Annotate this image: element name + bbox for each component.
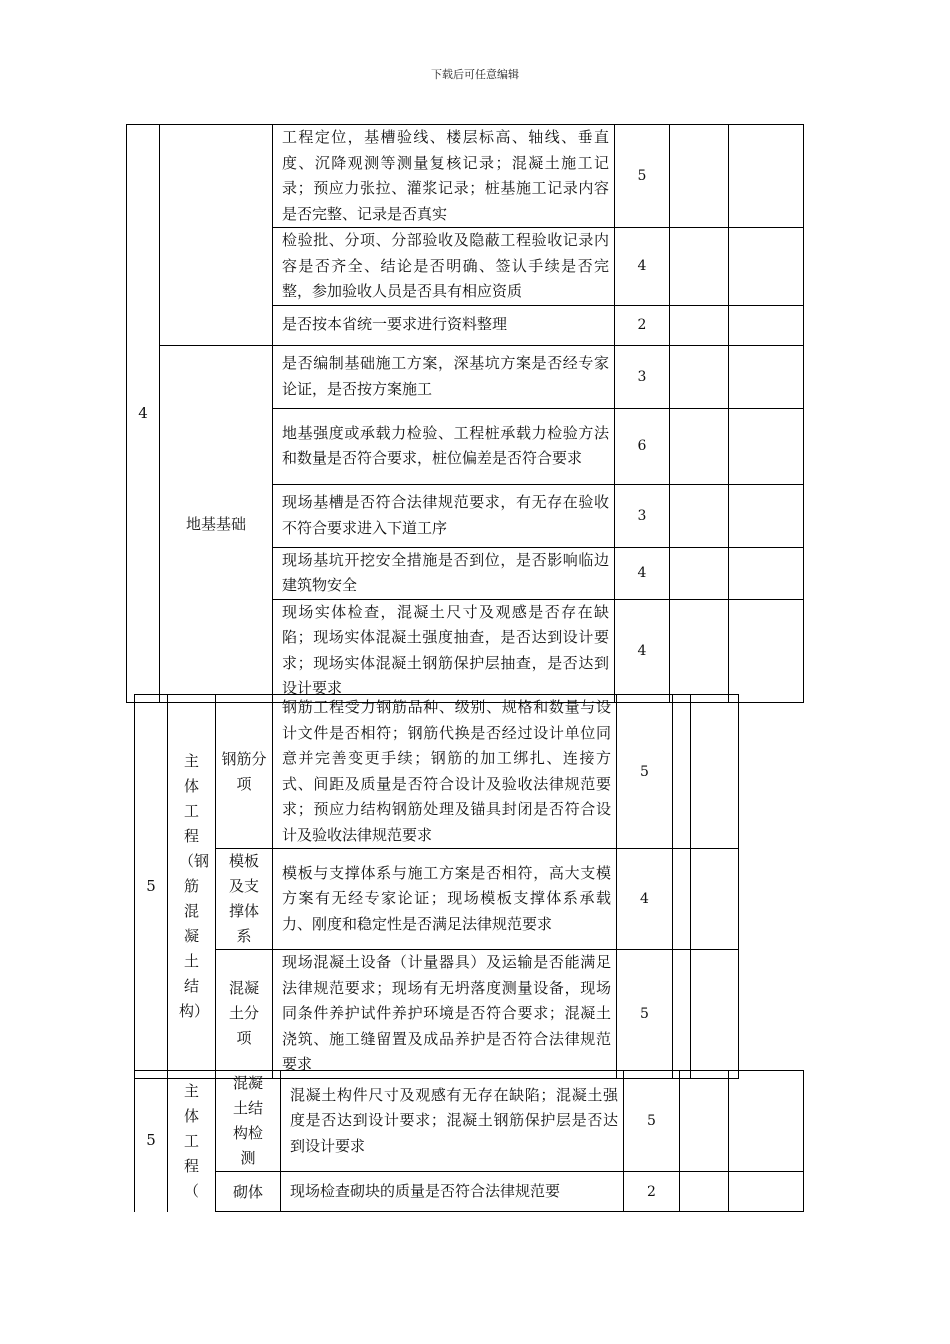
section5-table — [134, 694, 739, 1079]
score: 2 — [624, 1172, 680, 1212]
criteria-text: 现场基坑开挖安全措施是否到位，是否影响临边建筑物安全 — [273, 547, 615, 599]
blank-cell — [670, 599, 729, 702]
criteria-text: 现场基槽是否符合法律规范要求，有无存在验收不符合要求进入下道工序 — [273, 484, 615, 547]
criteria-text: 地基强度或承载力检验、工程桩承载力检验方法和数量是否符合要求，桩位偏差是否符合要求 — [273, 408, 615, 484]
sub-item: 砌体 — [216, 1172, 281, 1212]
blank-cell — [729, 345, 804, 408]
score: 4 — [617, 849, 673, 950]
score: 5 — [615, 125, 670, 228]
blank-cell — [729, 408, 804, 484]
blank-cell — [670, 408, 729, 484]
blank-cell — [680, 1172, 729, 1212]
table-row — [127, 345, 804, 408]
score: 3 — [615, 484, 670, 547]
table-row — [135, 695, 739, 849]
score: 5 — [624, 1071, 680, 1172]
item-number: 5 — [135, 695, 168, 1079]
category-name: 主体工程（ — [168, 1071, 216, 1212]
criteria-text: 混凝土构件尺寸及观感有无存在缺陷；混凝土强度是否达到设计要求；混凝土钢筋保护层是否达到设计要求 — [281, 1071, 624, 1172]
category-cell-empty — [160, 125, 273, 346]
table-row — [135, 849, 739, 950]
table-row — [135, 950, 739, 1079]
blank-cell — [729, 599, 804, 702]
criteria-text: 检验批、分项、分部验收及隐蔽工程验收记录内容是否齐全、结论是否明确、签认手续是否完整，参加验收人员是否具有相应资质 — [273, 228, 615, 306]
blank-cell — [729, 125, 804, 228]
score: 4 — [615, 228, 670, 306]
score: 2 — [615, 305, 670, 345]
sub-item: 钢筋分项 — [216, 695, 273, 849]
criteria-text: 是否按本省统一要求进行资料整理 — [273, 305, 615, 345]
blank-cell — [729, 484, 804, 547]
blank-cell — [729, 305, 804, 345]
blank-cell — [670, 484, 729, 547]
blank-cell — [691, 849, 739, 950]
criteria-text: 现场实体检查，混凝土尺寸及观感是否存在缺陷；现场实体混凝土强度抽查，是否达到设计要求；现场实体混凝土钢筋保护层抽查，是否达到设计要求 — [273, 599, 615, 702]
criteria-text: 现场检查砌块的质量是否符合法律规范要 — [281, 1172, 624, 1212]
item-number: 4 — [127, 125, 160, 703]
blank-cell — [691, 950, 739, 1079]
table-row — [135, 1172, 804, 1212]
section4-table — [126, 124, 804, 703]
blank-cell — [670, 228, 729, 306]
blank-cell — [670, 125, 729, 228]
score: 5 — [617, 695, 673, 849]
section5-continued-table — [134, 1070, 804, 1212]
criteria-text: 是否编制基础施工方案，深基坑方案是否经专家论证，是否按方案施工 — [273, 345, 615, 408]
sub-item: 混凝土分项 — [216, 950, 273, 1079]
score: 6 — [615, 408, 670, 484]
blank-cell — [673, 695, 691, 849]
blank-cell — [729, 1172, 804, 1212]
table-row — [127, 125, 804, 228]
blank-cell — [680, 1071, 729, 1172]
blank-cell — [729, 547, 804, 599]
score: 4 — [615, 547, 670, 599]
category-name: 地基基础 — [160, 345, 273, 702]
blank-cell — [673, 849, 691, 950]
score: 3 — [615, 345, 670, 408]
score: 4 — [615, 599, 670, 702]
blank-cell — [729, 228, 804, 306]
item-number: 5 — [135, 1071, 168, 1212]
criteria-text: 模板与支撑体系与施工方案是否相符，高大支模方案有无经专家论证；现场模板支撑体系承载力、刚度和稳定性是否满足法律规范要求 — [273, 849, 617, 950]
blank-cell — [670, 305, 729, 345]
blank-cell — [670, 547, 729, 599]
table-row — [135, 1071, 804, 1172]
blank-cell — [670, 345, 729, 408]
criteria-text: 钢筋工程受力钢筋品种、级别、规格和数量与设计文件是否相符；钢筋代换是否经过设计单位同意并完善变更手续；钢筋的加工绑扎、连接方式、间距及质量是否符合设计及验收法律规范要求；预应力结构钢筋处理及锚具封闭是否符合设计及验收法律规范要求 — [273, 695, 617, 849]
blank-cell — [691, 695, 739, 849]
blank-cell — [673, 950, 691, 1079]
category-name: 主体工程（钢筋混凝土结构） — [168, 695, 216, 1079]
criteria-text: 工程定位，基槽验线、楼层标高、轴线、垂直度、沉降观测等测量复核记录；混凝土施工记录；预应力张拉、灌浆记录；桩基施工记录内容是否完整、记录是否真实 — [273, 125, 615, 228]
blank-cell — [729, 1071, 804, 1172]
sub-item: 混凝土结构检测 — [216, 1071, 281, 1172]
page-header: 下载后可任意编辑 — [431, 68, 519, 81]
score: 5 — [617, 950, 673, 1079]
sub-item: 模板及支撑体系 — [216, 849, 273, 950]
criteria-text: 现场混凝土设备（计量器具）及运输是否能满足法律规范要求；现场有无坍落度测量设备，现场同条件养护试件养护环境是否符合要求；混凝土浇筑、施工缝留置及成品养护是否符合法律规范要求 — [273, 950, 617, 1079]
